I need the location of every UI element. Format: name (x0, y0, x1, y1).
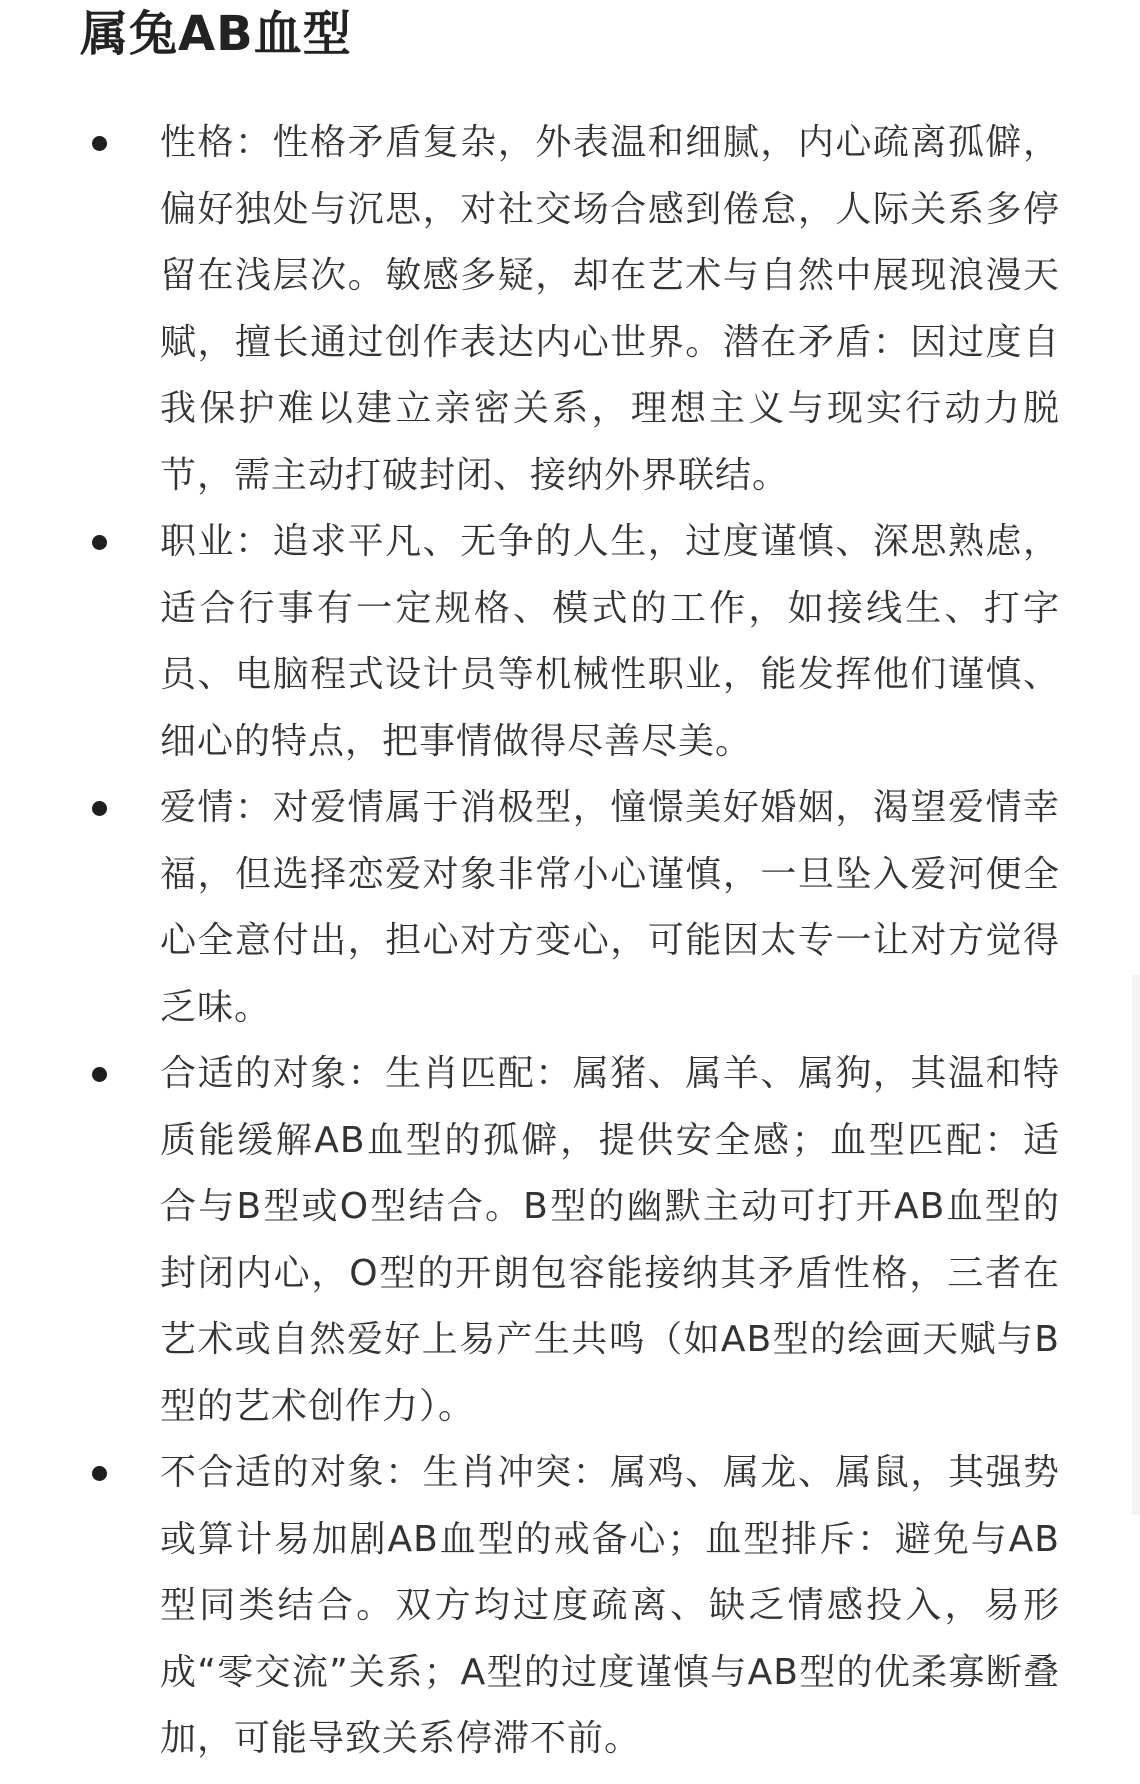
list-item-text: 职业：追求平凡、无争的人生，过度谨慎、深思熟虑，适合行事有一定规格、模式的工作，如接线生、打字员、电脑程式设计员等机械性职业，能发挥他们谨慎、细心的特点，把事情做得尽善尽美。 (160, 521, 1060, 762)
list-item-personality (0, 110, 1140, 509)
bullet-icon (92, 535, 107, 550)
bullet-icon (92, 801, 107, 816)
bullet-icon (92, 1067, 107, 1082)
list-item-text: 性格：性格矛盾复杂，外表温和细腻，内心疏离孤僻，偏好独处与沉思，对社交场合感到倦怠，人际关系多停留在浅层次。敏感多疑，却在艺术与自然中展现浪漫天赋，擅长通过创作表达内心世界。潜在矛盾：因过度自我保护难以建立亲密关系，理想主义与现实行动力脱节，需主动打破封闭、接纳外界联结。 (160, 122, 1060, 496)
list-item-text: 不合适的对象：生肖冲突：属鸡、属龙、属鼠，其强势或算计易加剧AB血型的戒备心；血型排斥：避免与AB型同类结合。双方均过度疏离、缺乏情感投入，易形成“零交流”关系；A型的过度谨慎与AB型的优柔寡断叠加，可能导致关系停滞不前。 (160, 1452, 1060, 1759)
list-item-text: 爱情：对爱情属于消极型，憧憬美好婚姻，渴望爱情幸福，但选择恋爱对象非常小心谨慎，一旦坠入爱河便全心全意付出，担心对方变心，可能因太专一让对方觉得乏味。 (160, 787, 1060, 1028)
trait-list (0, 110, 1140, 1773)
page-title: 属兔AB血型 (80, 6, 352, 62)
scrollbar[interactable] (1132, 975, 1140, 1515)
list-item-suitable-match (0, 1041, 1140, 1440)
list-item-career (0, 509, 1140, 775)
bullet-icon (92, 136, 107, 151)
list-item-unsuitable-match (0, 1440, 1140, 1773)
bullet-icon (92, 1466, 107, 1481)
list-item-love (0, 775, 1140, 1041)
list-item-text: 合适的对象：生肖匹配：属猪、属羊、属狗，其温和特质能缓解AB血型的孤僻，提供安全感；血型匹配：适合与B型或O型结合。B型的幽默主动可打开AB血型的封闭内心，O型的开朗包容能接纳其矛盾性格，三者在艺术或自然爱好上易产生共鸣（如AB型的绘画天赋与B型的艺术创作力）。 (160, 1053, 1060, 1427)
